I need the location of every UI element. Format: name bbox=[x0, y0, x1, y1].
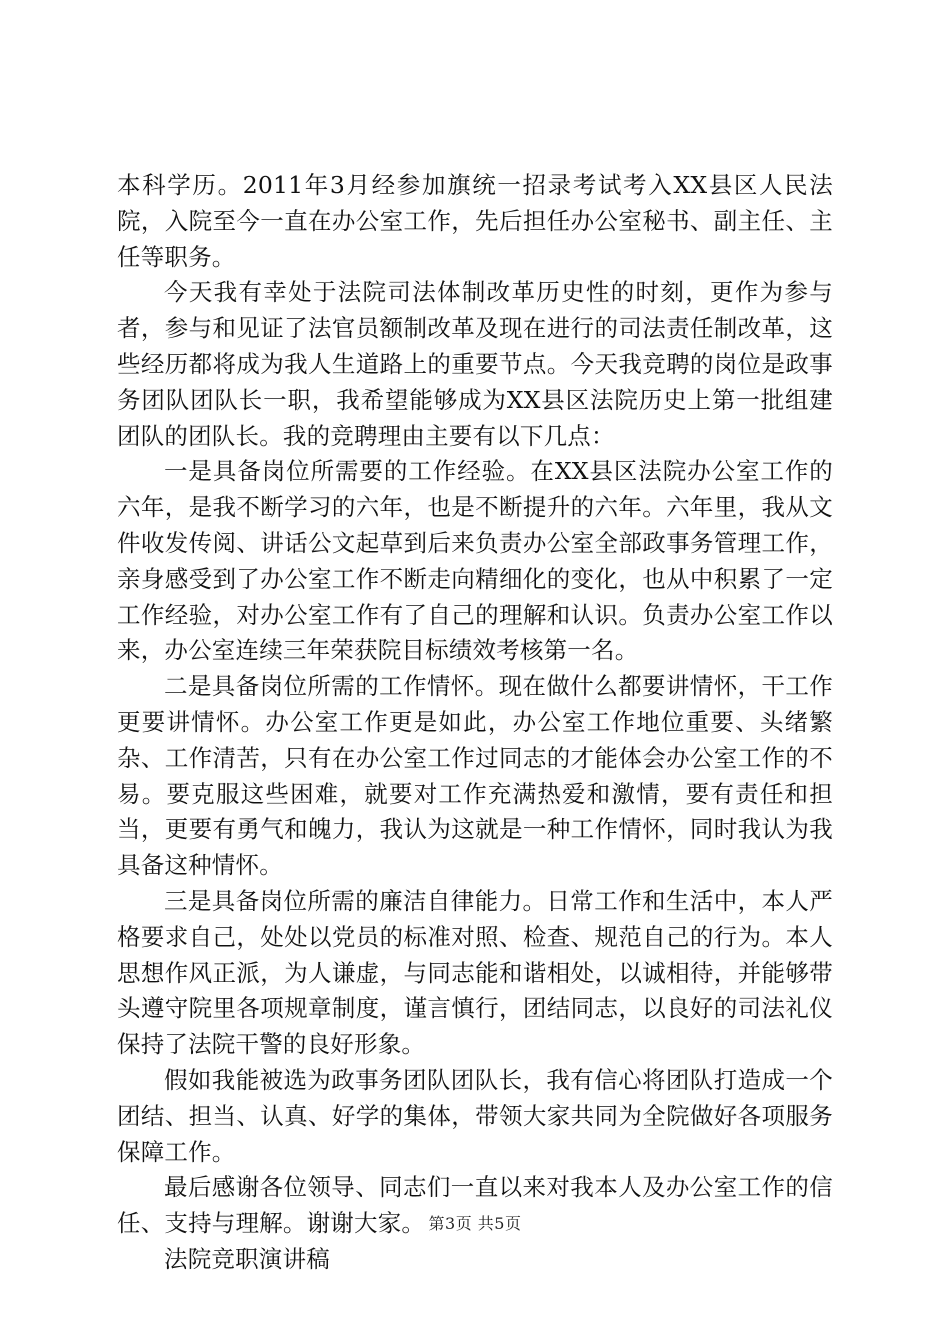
paragraph-integrity: 三是具备岗位所需的廉洁自律能力。日常工作和生活中，本人严格要求自己，处处以党员的标准对照、检查、规范自己的行为。本人思想作风正派，为人谦虚，与同志能和谐相处，以诚相待，并能够带头遵守院里各项规章制度，谨言慎行，团结同志，以良好的司法礼仪保持了法院干警的良好形象。 bbox=[117, 886, 833, 1059]
paragraph-team-goal: 假如我能被选为政事务团队团队长，我有信心将团队打造成一个团结、担当、认真、好学的集体，带领大家共同为全院做好各项服务保障工作。 bbox=[117, 1065, 833, 1166]
paragraph-reform-and-position: 今天我有幸处于法院司法体制改革历史性的时刻，更作为参与者，参与和见证了法官员额制改革及现在进行的司法责任制改革，这些经历都将成为我人生道路上的重要节点。今天我竞聘的岗位是政事务团队团队长一职，我希望能够成为XX县区法院历史上第一批组建团队的团队长。我的竞聘理由主要有以下几点： bbox=[117, 278, 833, 450]
paragraph-thanks: 最后感谢各位领导、同志们一直以来对我本人及办公室工作的信任、支持与理解。谢谢大家。 bbox=[117, 1173, 833, 1238]
document-body bbox=[117, 168, 833, 1278]
paragraph-education: 本科学历。2011年3月经参加旗统一招录考试考入XX县区人民法院，入院至今一直在办公室工作，先后担任办公室秘书、副主任、主任等职务。 bbox=[117, 171, 833, 271]
paragraph-document-title: 法院竞职演讲稿 bbox=[164, 1244, 330, 1273]
page-footer bbox=[0, 1211, 950, 1234]
paragraph-work-experience: 一是具备岗位所需要的工作经验。在XX县区法院办公室工作的六年，是我不断学习的六年，也是不断提升的六年。六年里，我从文件收发传阅、讲话公文起草到后来负责办公室全部政事务管理工作，亲身感受到了办公室工作不断走向精细化的变化，也从中积累了一定工作经验，对办公室工作有了自己的理解和认识。负责办公室工作以来，办公室连续三年荣获院目标绩效考核第一名。 bbox=[117, 457, 833, 665]
page-number: 第3页 共5页 bbox=[428, 1214, 522, 1233]
paragraph-work-sentiment: 二是具备岗位所需的工作情怀。现在做什么都要讲情怀，干工作更要讲情怀。办公室工作更是如此，办公室工作地位重要、头绪繁杂、工作清苦，只有在办公室工作过同志的才能体会办公室工作的不易。要克服这些困难，就要对工作充满热爱和激情，要有责任和担当，更要有勇气和魄力，我认为这就是一种工作情怀，同时我认为我具备这种情怀。 bbox=[117, 672, 833, 880]
